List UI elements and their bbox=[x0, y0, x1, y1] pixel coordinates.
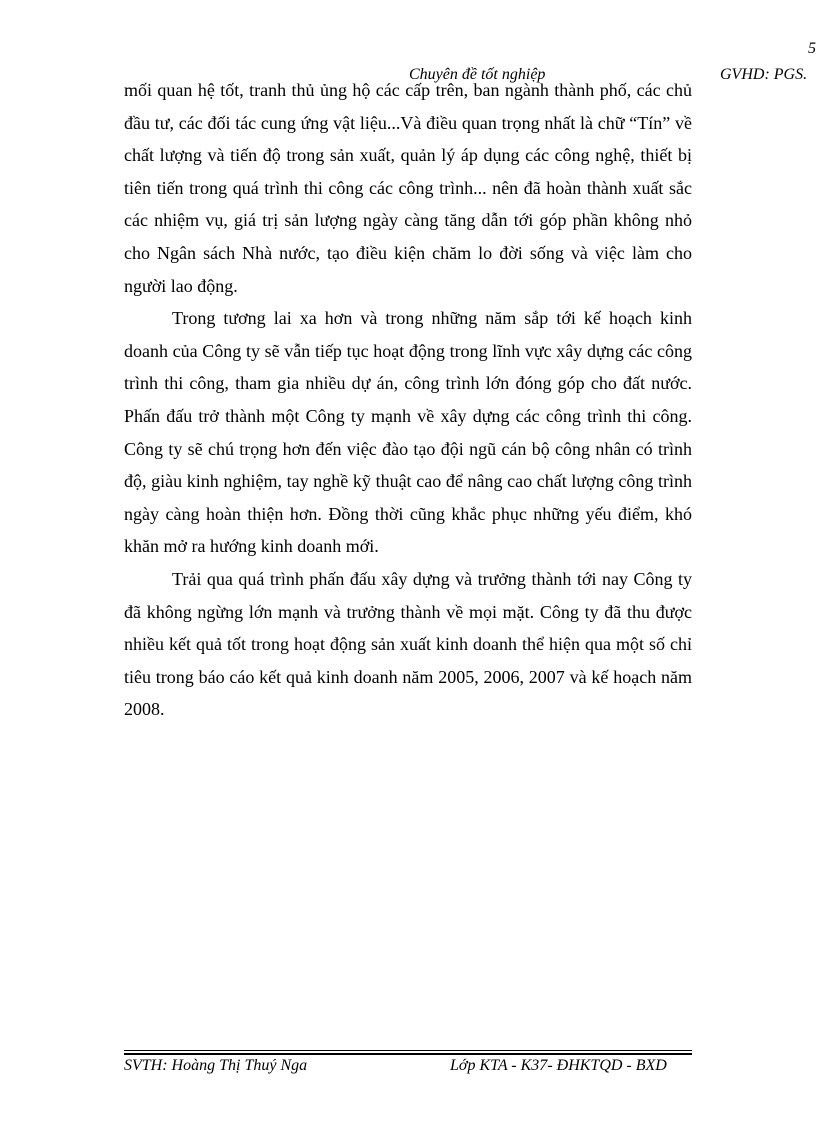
paragraph-1: mối quan hệ tốt, tranh thủ ủng hộ các cấp trên, ban ngành thành phố, các chủ đầu tư, các đối tác cung ứng vật liệu...Và điều quan trọng nhất là chữ “Tín” về chất lượng và tiến độ trong sản xuất, quản lý áp dụng các công nghệ, thiết bị tiên tiến trong quá trình thi công các công trình... nên đã hoàn thành xuất sắc các nhiệm vụ, giá trị sản lượng ngày càng tăng dẫn tới góp phần không nhỏ cho Ngân sách Nhà nước, tạo điều kiện chăm lo đời sống và việc làm cho người lao động. bbox=[124, 80, 692, 296]
paragraph-3: Trải qua quá trình phấn đấu xây dựng và trưởng thành tới nay Công ty đã không ngừng lớn mạnh và trưởng thành về mọi mặt. Công ty đã thu được nhiều kết quả tốt trong hoạt động sản xuất kinh doanh thể hiện qua một số chỉ tiêu trong báo cáo kết quả kinh doanh năm 2005, 2006, 2007 và kế hoạch năm 2008. bbox=[124, 568, 692, 720]
document-body bbox=[124, 74, 692, 726]
paragraph-2: Trong tương lai xa hơn và trong những năm sắp tới kế hoạch kinh doanh của Công ty sẽ vẫn tiếp tục hoạt động trong lĩnh vực xây dựng các công trình thi công, tham gia nhiều dự án, công trình lớn đóng góp cho đất nước. Phấn đấu trở thành một Công ty mạnh về xây dựng các công trình thi công. Công ty sẽ chú trọng hơn đến việc đào tạo đội ngũ cán bộ công nhân có trình độ, giàu kinh nghiệm, tay nghề kỹ thuật cao để nâng cao chất lượng công trình ngày càng hoàn thiện hơn. Đồng thời cũng khắc phục những yếu điểm, khó khăn mở ra hướng kinh doanh mới. bbox=[124, 308, 692, 557]
footer-rule-thin bbox=[124, 1050, 692, 1051]
header-title: Chuyên đề tốt nghiệp bbox=[409, 66, 546, 83]
footer-student: SVTH: Hoàng Thị Thuý Nga bbox=[124, 1057, 308, 1074]
footer-class: Lớp KTA - K37- ĐHKTQD - BXD bbox=[450, 1057, 667, 1074]
header-supervisor: GVHD: PGS. bbox=[720, 66, 808, 83]
page-number: 5 bbox=[808, 40, 816, 57]
footer-rule-thick bbox=[124, 1053, 692, 1055]
